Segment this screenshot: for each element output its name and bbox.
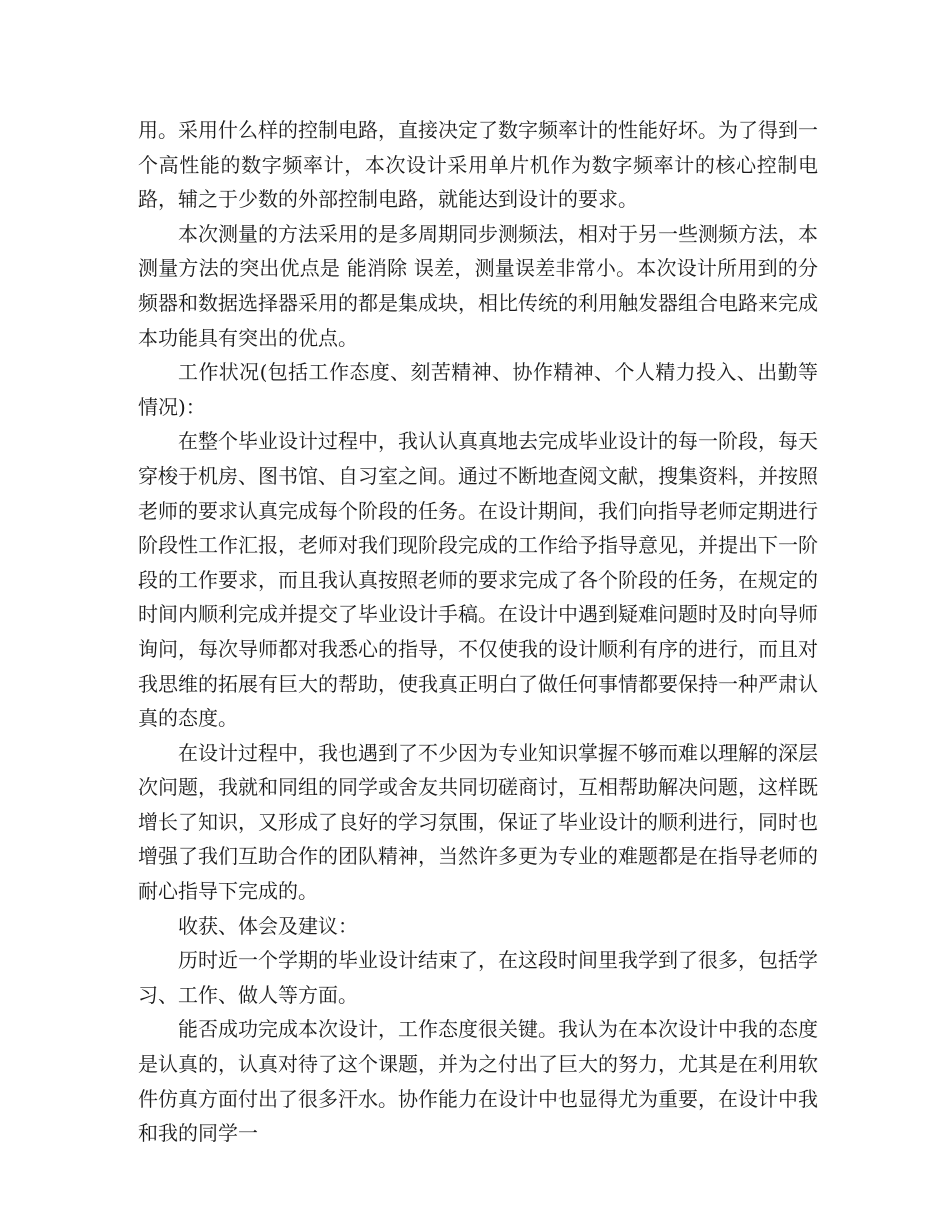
paragraph-teamwork: 在设计过程中，我也遇到了不少因为专业知识掌握不够而难以理解的深层次问题，我就和同组的同学或舍友共同切磋商讨，互相帮助解决问题，这样既增长了知识，又形成了良好的学习氛围，保证了毕业设计的顺利进行，同时也增强了我们互助合作的团队精神，当然许多更为专业的难题都是在指导老师的耐心指导下完成的。 xyxy=(138,740,818,904)
document-body xyxy=(138,113,818,1151)
paragraph-design-process: 在整个毕业设计过程中，我认认真真地去完成毕业设计的每一阶段，每天穿梭于机房、图书馆、自习室之间。通过不断地查阅文献，搜集资料，并按照老师的要求认真完成每个阶段的任务。在设计期间，我们向指导老师定期进行阶段性工作汇报，老师对我们现阶段完成的工作给予指导意见，并提出下一阶段的工作要求，而且我认真按照老师的要求完成了各个阶段的任务，在规定的时间内顺利完成并提交了毕业设计手稿。在设计中遇到疑难问题时及时向导师询问，每次导师都对我悉心的指导，不仅使我的设计顺利有序的进行，而且对我思维的拓展有巨大的帮助，使我真正明白了做任何事情都要保持一种严肃认真的态度。 xyxy=(138,429,818,731)
paragraph-measurement-method: 本次测量的方法采用的是多周期同步测频法，相对于另一些测频方法，本测量方法的突出优点是 能消除 误差，测量误差非常小。本次设计所用到的分频器和数据选择器采用的都是集成块，相比传统的利用触发器组合电路来完成本功能具有突出的优点。 xyxy=(138,221,818,350)
section-heading-gains: 收获、体会及建议： xyxy=(178,913,358,938)
paragraph-work-attitude: 能否成功完成本次设计，工作态度很关键。我认为在本次设计中我的态度是认真的，认真对待了这个课题，并为之付出了巨大的努力，尤其是在利用软件仿真方面付出了很多汗水。协作能力在设计中也显得尤为重要，在设计中我和我的同学一 xyxy=(138,1017,818,1146)
paragraph-continuation: 用。采用什么样的控制电路，直接决定了数字频率计的性能好坏。为了得到一个高性能的数字频率计，本次设计采用单片机作为数字频率计的核心控制电路，辅之于少数的外部控制电路，就能达到设计的要求。 xyxy=(138,118,818,212)
section-heading-work-status: 工作状况(包括工作态度、刻苦精神、协作精神、个人精力投入、出勤等情况)： xyxy=(138,360,818,419)
paragraph-semester-summary: 历时近一个学期的毕业设计结束了，在这段时间里我学到了很多，包括学习、工作、做人等方面。 xyxy=(138,948,818,1007)
